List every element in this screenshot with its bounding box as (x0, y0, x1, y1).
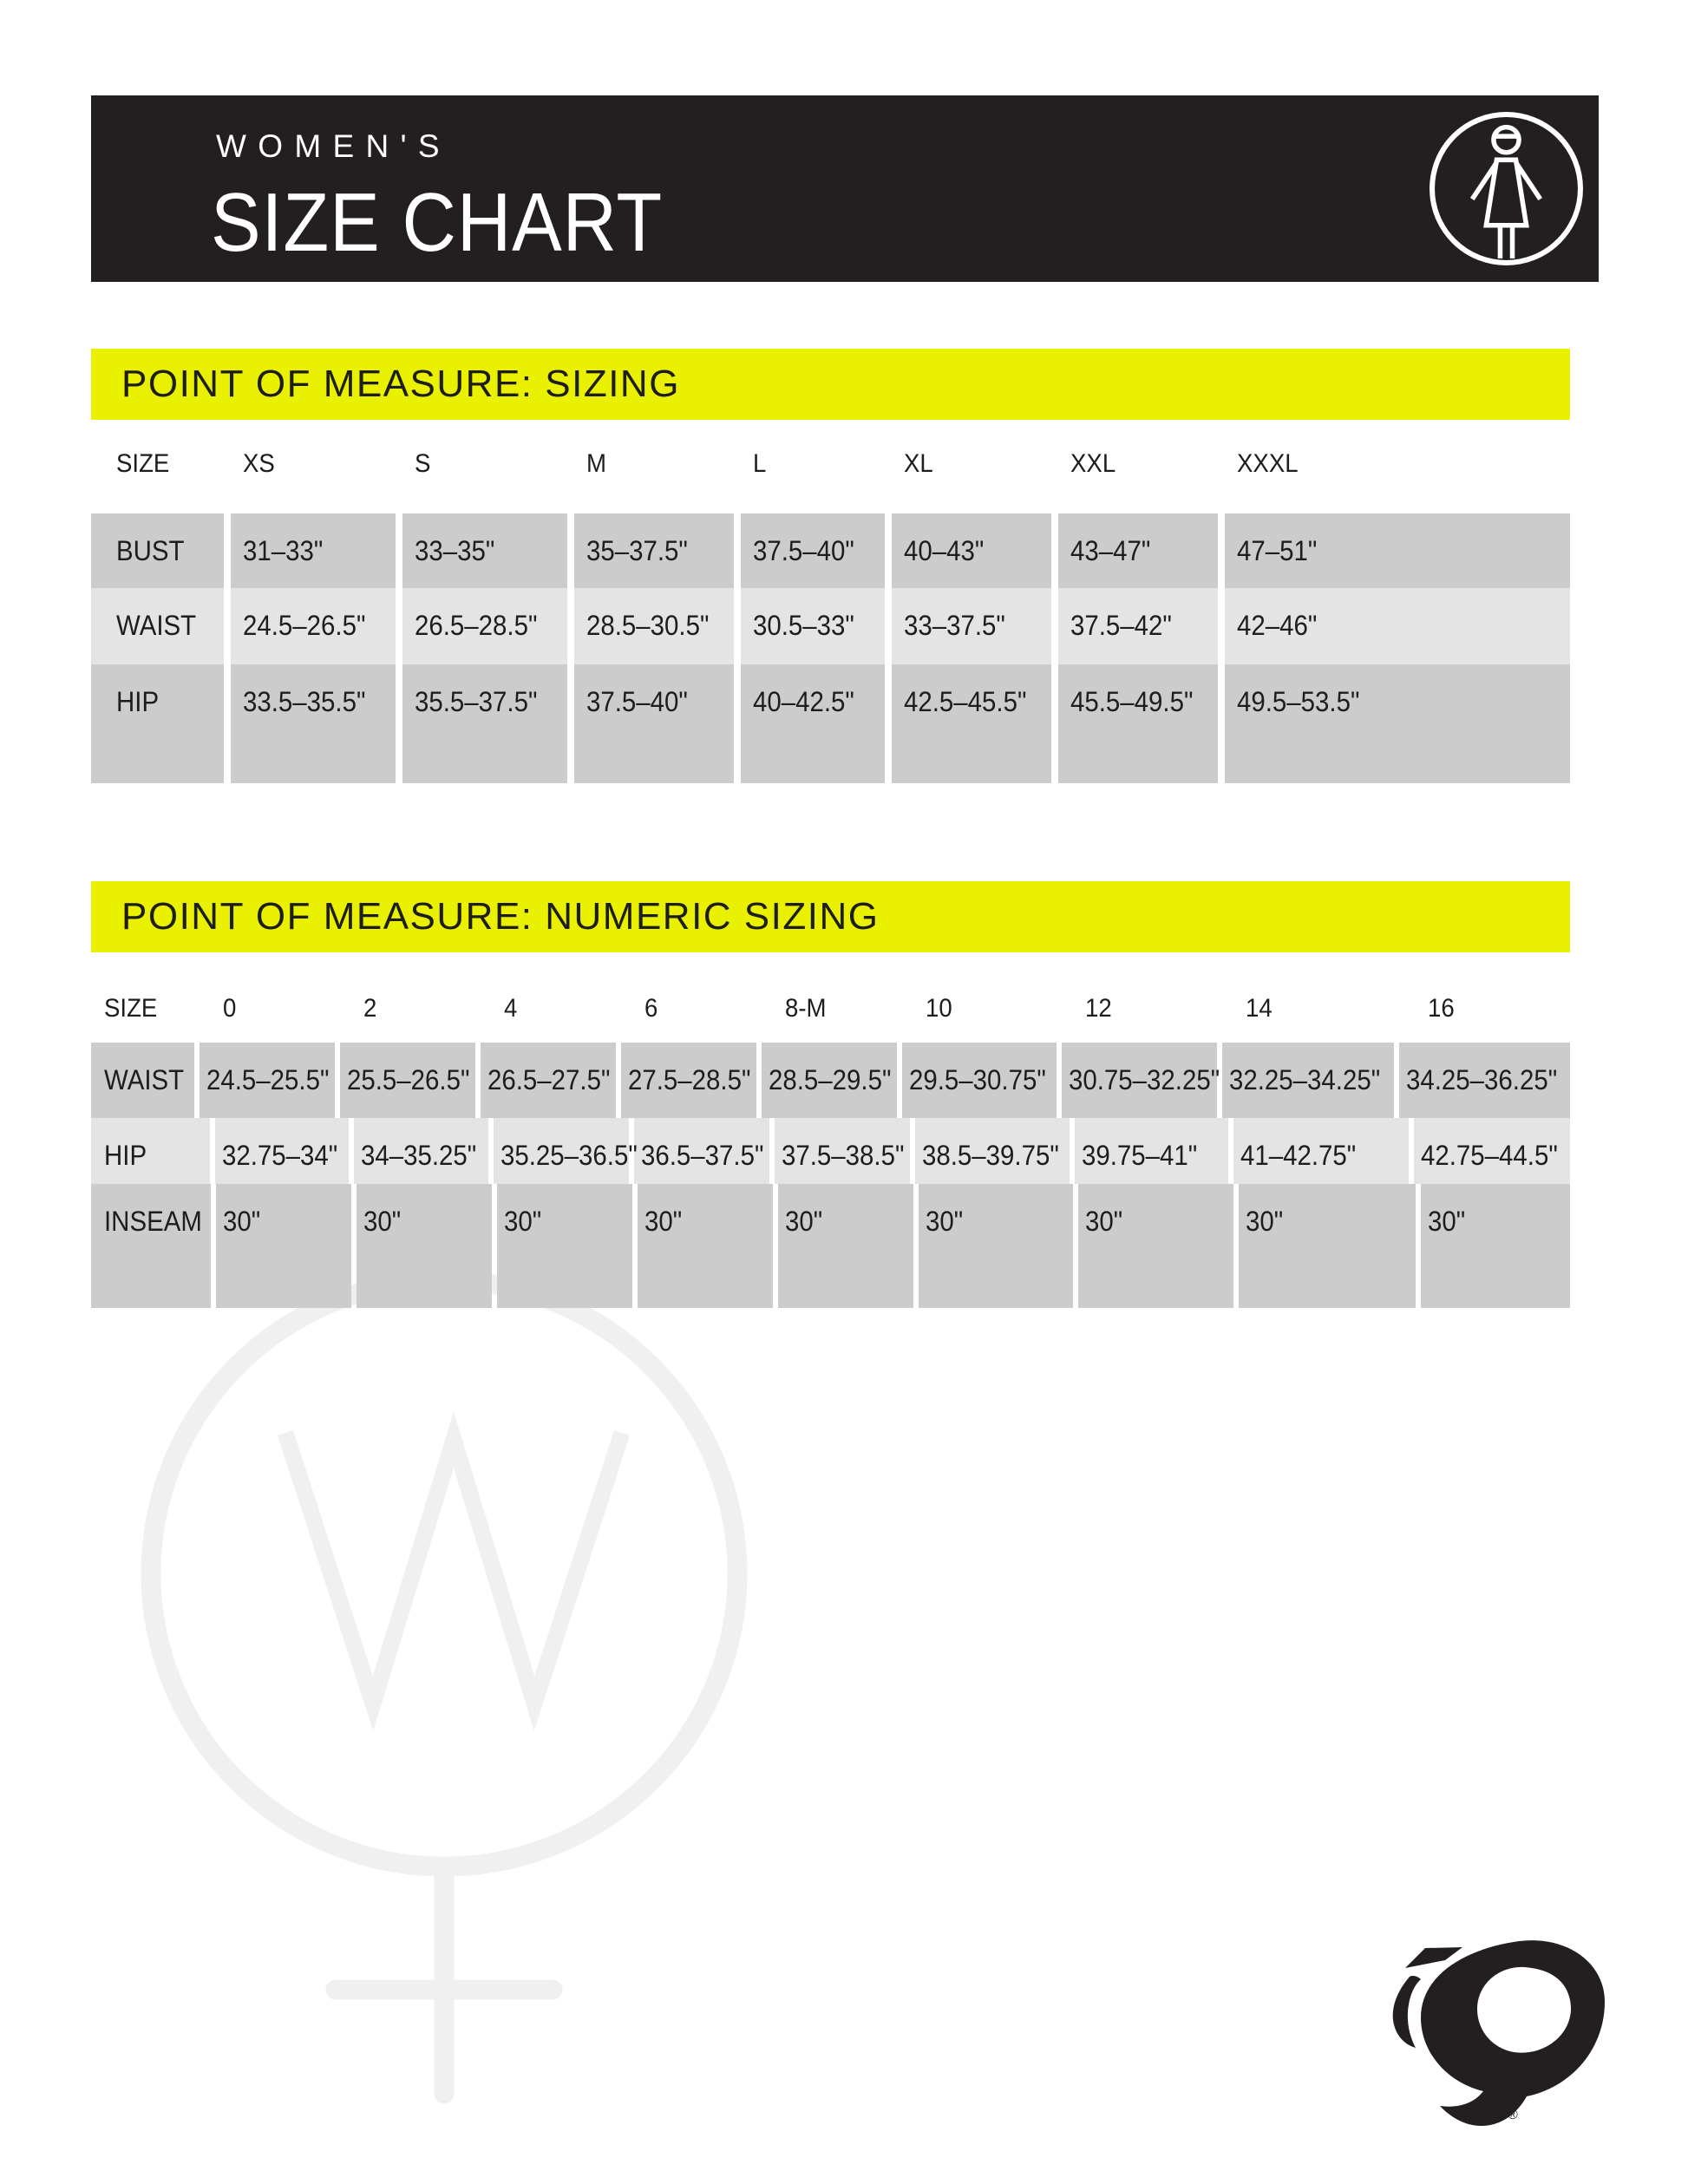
column-header: L (753, 449, 767, 478)
numeric-banner (91, 881, 1570, 952)
cell: 37.5–40" (574, 664, 734, 783)
cell: 35.25–36.5" (494, 1118, 629, 1184)
header-banner (91, 95, 1599, 282)
header-eyebrow: WOMEN'S (216, 128, 451, 164)
cell: 31–33" (231, 513, 396, 588)
cell: 28.5–29.5" (762, 1043, 897, 1118)
column-header: SIZE (116, 449, 170, 478)
column-header: 6 (644, 994, 658, 1023)
column-header: M (586, 449, 606, 478)
numeric-table (91, 1043, 1570, 1308)
table-row-bust (91, 513, 1570, 588)
cell: 43–47" (1058, 513, 1218, 588)
cell: 34–35.25" (354, 1118, 488, 1184)
cell: 26.5–28.5" (402, 588, 567, 664)
column-header: 16 (1428, 994, 1455, 1023)
cell: 33.5–35.5" (231, 664, 396, 783)
column-header: 2 (363, 994, 377, 1023)
cell: 35.5–37.5" (402, 664, 567, 783)
column-header: SIZE (104, 994, 158, 1023)
cell: 47–51" (1225, 513, 1570, 588)
cell: 30" (919, 1184, 1073, 1308)
numeric-banner-title: POINT OF MEASURE: NUMERIC SIZING (121, 895, 880, 938)
cell: 49.5–53.5" (1225, 664, 1570, 783)
logo-crescent (1393, 1976, 1421, 2048)
column-header: 8-M (785, 994, 827, 1023)
cell: 37.5–40" (741, 513, 885, 588)
cell: 38.5–39.75" (915, 1118, 1070, 1184)
sizing-table (91, 513, 1570, 783)
female-symbol-watermark (117, 1268, 772, 2114)
table-row-waist (91, 1043, 1570, 1118)
cell: 36.5–37.5" (634, 1118, 769, 1184)
cell: 30" (638, 1184, 773, 1308)
registered-mark: ® (1508, 2108, 1518, 2122)
cell: 34.25–36.25" (1399, 1043, 1570, 1118)
column-header: XXXL (1237, 449, 1299, 478)
page-title: SIZE CHART (211, 176, 664, 269)
cell: 42.5–45.5" (892, 664, 1051, 783)
row-label: WAIST (91, 1043, 194, 1118)
column-header: 0 (223, 994, 237, 1023)
column-header: XS (243, 449, 275, 478)
column-header: S (415, 449, 431, 478)
row-label: BUST (91, 513, 224, 588)
cell: 30.5–33" (741, 588, 885, 664)
column-header: XXL (1070, 449, 1116, 478)
cell: 24.5–26.5" (231, 588, 396, 664)
cell: 24.5–25.5" (200, 1043, 335, 1118)
cell: 40–42.5" (741, 664, 885, 783)
cell: 30" (1239, 1184, 1416, 1308)
cell: 30" (497, 1184, 632, 1308)
cell: 30" (778, 1184, 913, 1308)
table-row-waist (91, 588, 1570, 664)
cell: 32.75–34" (215, 1118, 350, 1184)
row-label: HIP (91, 664, 224, 783)
pearl-izumi-logo (1377, 1922, 1620, 2130)
logo-p-swoosh (1421, 1940, 1605, 2126)
table-row-hip (91, 664, 1570, 783)
column-header: 14 (1246, 994, 1273, 1023)
row-label: WAIST (91, 588, 224, 664)
cell: 37.5–38.5" (775, 1118, 910, 1184)
column-header: 4 (504, 994, 518, 1023)
table-row-hip (91, 1118, 1570, 1184)
row-label: HIP (91, 1118, 210, 1184)
row-label: INSEAM (91, 1184, 211, 1308)
cell: 40–43" (892, 513, 1051, 588)
column-header: 12 (1085, 994, 1112, 1023)
woman-figure-icon (1428, 110, 1585, 267)
cell: 33–35" (402, 513, 567, 588)
cell: 35–37.5" (574, 513, 734, 588)
cell: 41–42.75" (1233, 1118, 1409, 1184)
cell: 27.5–28.5" (621, 1043, 756, 1118)
sizing-banner (91, 349, 1570, 420)
cell: 28.5–30.5" (574, 588, 734, 664)
watermark-letter-w (285, 1433, 622, 1703)
cell: 45.5–49.5" (1058, 664, 1218, 783)
cell: 30" (357, 1184, 492, 1308)
cell: 30.75–32.25" (1062, 1043, 1217, 1118)
cell: 30" (216, 1184, 351, 1308)
cell: 39.75–41" (1075, 1118, 1228, 1184)
cell: 30" (1421, 1184, 1570, 1308)
numeric-table-header (91, 978, 1570, 1039)
cell: 26.5–27.5" (481, 1043, 616, 1118)
cell: 42.75–44.5" (1414, 1118, 1570, 1184)
cell: 32.25–34.25" (1222, 1043, 1393, 1118)
cell: 37.5–42" (1058, 588, 1218, 664)
column-header: 10 (926, 994, 952, 1023)
cell: 29.5–30.75" (902, 1043, 1057, 1118)
sizing-table-header (91, 434, 1570, 494)
column-header: XL (904, 449, 933, 478)
cell: 42–46" (1225, 588, 1570, 664)
cell: 25.5–26.5" (340, 1043, 475, 1118)
sizing-banner-title: POINT OF MEASURE: SIZING (121, 363, 680, 405)
cell: 30" (1078, 1184, 1233, 1308)
cell: 33–37.5" (892, 588, 1051, 664)
table-row-inseam (91, 1184, 1570, 1308)
